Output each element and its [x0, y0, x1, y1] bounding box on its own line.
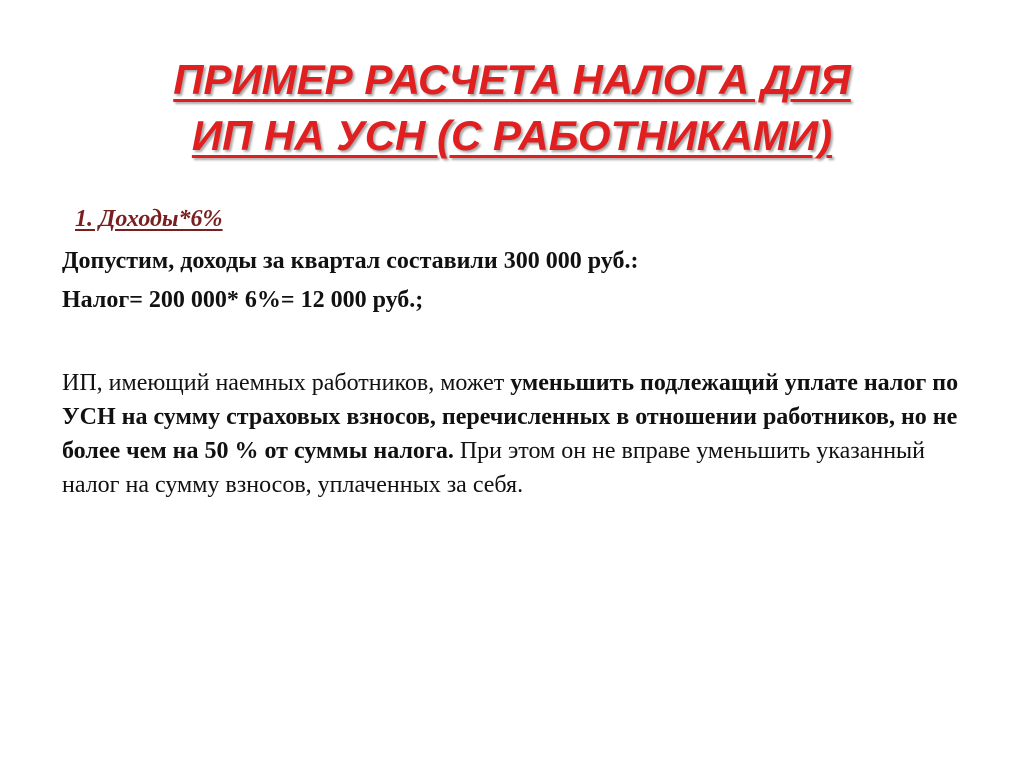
- explanation-paragraph: [62, 366, 962, 502]
- section-subheading: 1. Доходы*6%: [75, 206, 223, 232]
- income-example-line: Допустим, доходы за квартал составили 300 000 руб.:: [62, 248, 639, 274]
- paragraph-part-1: ИП, имеющий наемных работников, может: [62, 370, 511, 396]
- paragraph-part-3: При этом он не вправе уменьшить указанный налог на сумму взносов, уплаченных за себя.: [62, 438, 926, 498]
- tax-calculation-line: Налог= 200 000* 6%= 12 000 руб.;: [62, 287, 424, 313]
- title-line-1: ПРИМЕР РАСЧЕТА НАЛОГА ДЛЯ: [173, 56, 851, 103]
- title-line-2: ИП НА УСН (С РАБОТНИКАМИ): [191, 112, 833, 159]
- paragraph-part-2-bold: уменьшить подлежащий уплате налог по УСН на сумму страховых взносов, перечисленных в отношении работников, но не более чем на 50 % от суммы налога.: [62, 370, 959, 464]
- slide-title: [40, 52, 984, 164]
